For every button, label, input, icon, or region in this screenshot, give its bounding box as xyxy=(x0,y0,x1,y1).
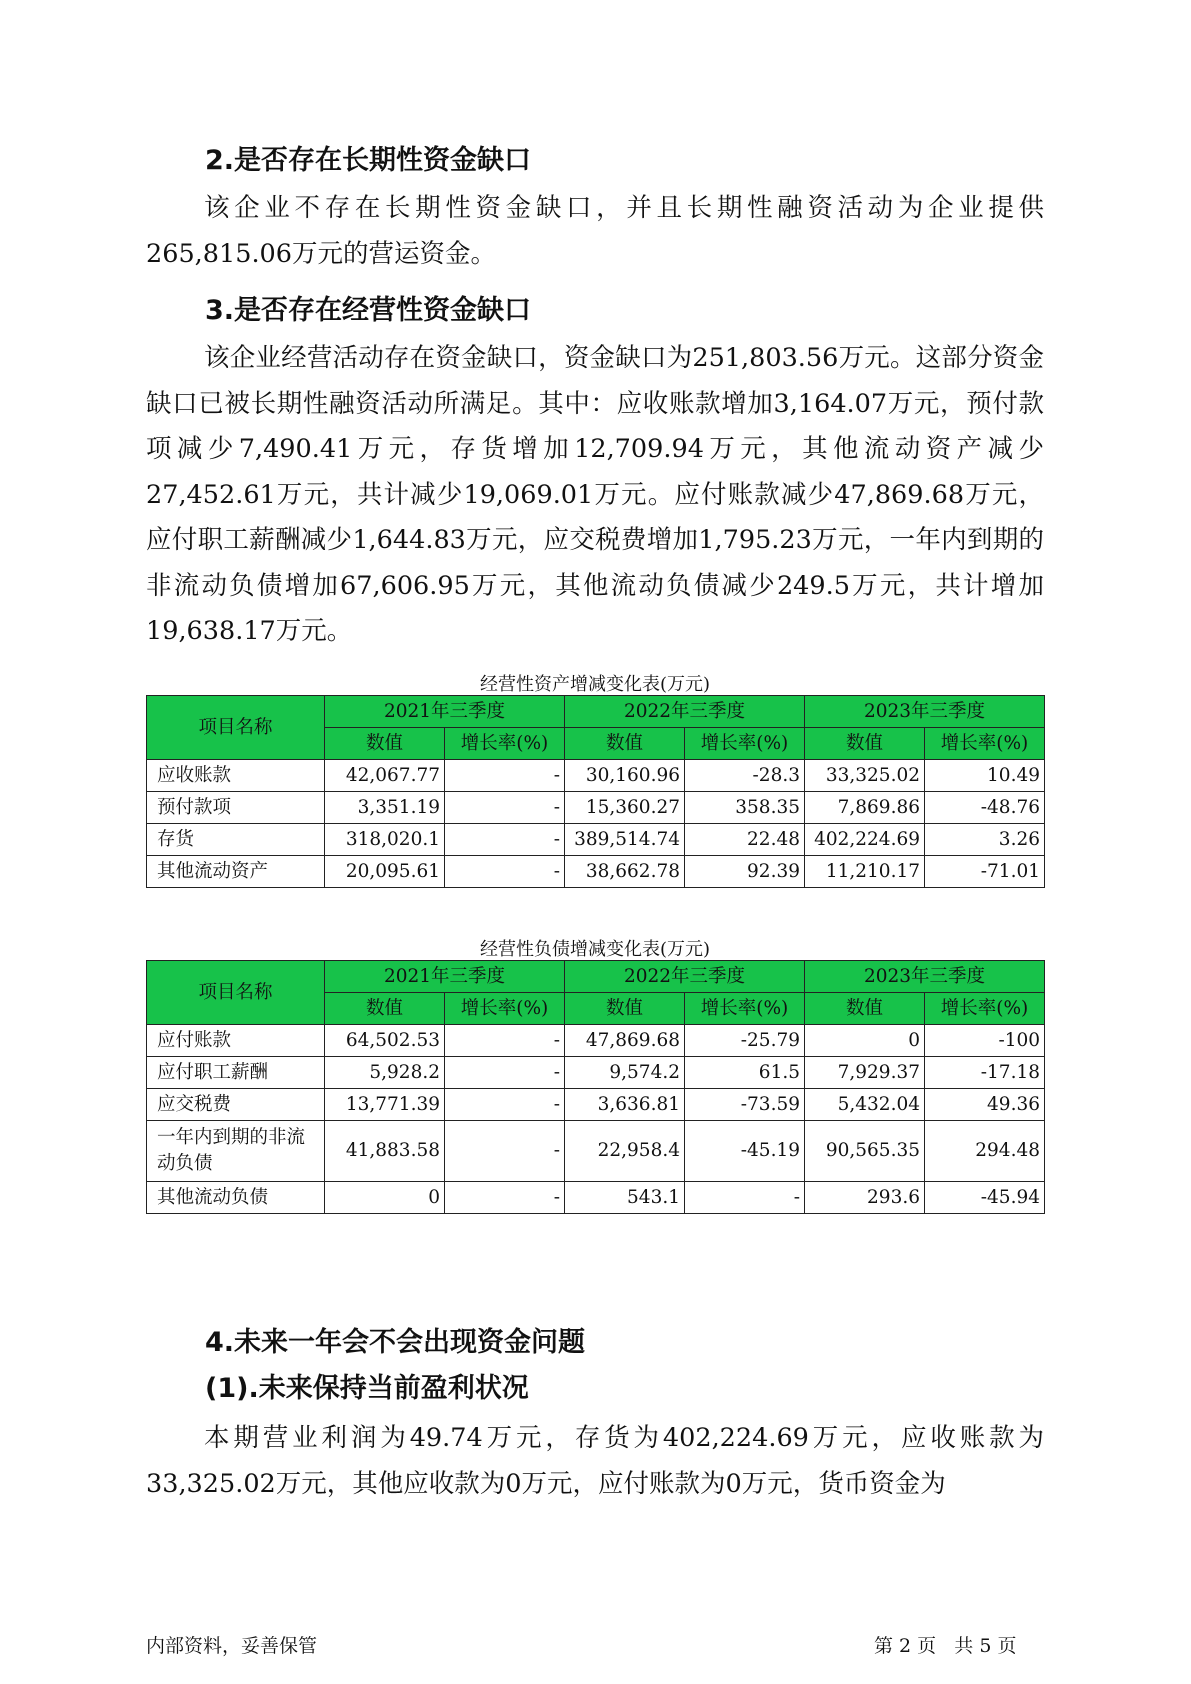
growth-header: 增长率(%) xyxy=(925,728,1045,760)
liabilities-table xyxy=(146,960,1045,1214)
value-cell: 41,883.58 xyxy=(325,1121,445,1182)
value-cell: 13,771.39 xyxy=(325,1089,445,1121)
growth-header: 增长率(%) xyxy=(685,993,805,1025)
growth-rate-cell: -17.18 xyxy=(925,1057,1045,1089)
section-4-heading: 4.未来一年会不会出现资金问题 xyxy=(205,1327,586,1358)
value-cell: 293.6 xyxy=(805,1182,925,1214)
assets-table xyxy=(146,695,1045,888)
growth-rate-cell: - xyxy=(445,856,565,888)
table-row xyxy=(147,1025,1045,1057)
period-header: 2022年三季度 xyxy=(565,961,805,993)
growth-rate-cell: -45.19 xyxy=(685,1121,805,1182)
value-cell: 20,095.61 xyxy=(325,856,445,888)
value-cell: 33,325.02 xyxy=(805,760,925,792)
growth-rate-cell: - xyxy=(445,760,565,792)
footer-confidential-note: 内部资料，妥善保管 xyxy=(146,1635,318,1657)
value-cell: 30,160.96 xyxy=(565,760,685,792)
table-row xyxy=(147,824,1045,856)
growth-rate-cell: 61.5 xyxy=(685,1057,805,1089)
row-item-name: 其他流动资产 xyxy=(147,856,325,888)
item-name-header: 项目名称 xyxy=(147,696,325,760)
period-header: 2022年三季度 xyxy=(565,696,805,728)
value-cell: 22,958.4 xyxy=(565,1121,685,1182)
growth-rate-cell: 10.49 xyxy=(925,760,1045,792)
growth-rate-cell: 3.26 xyxy=(925,824,1045,856)
value-cell: 47,869.68 xyxy=(565,1025,685,1057)
row-item-name: 其他流动负债 xyxy=(147,1182,325,1214)
value-cell: 42,067.77 xyxy=(325,760,445,792)
value-header: 数值 xyxy=(565,993,685,1025)
footer-page-number: 第 2 页 共 5 页 xyxy=(874,1635,1017,1657)
growth-rate-cell: - xyxy=(445,1121,565,1182)
growth-rate-cell: -48.76 xyxy=(925,792,1045,824)
growth-header: 增长率(%) xyxy=(685,728,805,760)
period-header: 2023年三季度 xyxy=(805,961,1045,993)
growth-rate-cell: - xyxy=(445,1057,565,1089)
value-cell: 38,662.78 xyxy=(565,856,685,888)
growth-rate-cell: 92.39 xyxy=(685,856,805,888)
growth-rate-cell: - xyxy=(445,824,565,856)
value-cell: 318,020.1 xyxy=(325,824,445,856)
row-item-name: 存货 xyxy=(147,824,325,856)
growth-rate-cell: - xyxy=(445,1182,565,1214)
table-row xyxy=(147,856,1045,888)
growth-rate-cell: 22.48 xyxy=(685,824,805,856)
value-header: 数值 xyxy=(805,728,925,760)
table-row xyxy=(147,1057,1045,1089)
value-cell: 543.1 xyxy=(565,1182,685,1214)
liabilities-table-body xyxy=(147,1025,1045,1214)
value-header: 数值 xyxy=(325,993,445,1025)
growth-rate-cell: - xyxy=(445,1025,565,1057)
growth-rate-cell: - xyxy=(685,1182,805,1214)
table-row xyxy=(147,760,1045,792)
growth-rate-cell: 294.48 xyxy=(925,1121,1045,1182)
table-row xyxy=(147,1121,1045,1182)
value-cell: 389,514.74 xyxy=(565,824,685,856)
growth-rate-cell: -45.94 xyxy=(925,1182,1045,1214)
value-header: 数值 xyxy=(805,993,925,1025)
section-4-paragraph: 本期营业利润为49.74万元，存货为402,224.69万元，应收账款为33,325.02万元，其他应收款为0万元，应付账款为0万元，货币资金为 xyxy=(146,1423,1044,1499)
row-item-name: 一年内到期的非流动负债 xyxy=(147,1121,325,1182)
value-cell: 7,869.86 xyxy=(805,792,925,824)
value-cell: 7,929.37 xyxy=(805,1057,925,1089)
value-cell: 5,432.04 xyxy=(805,1089,925,1121)
value-cell: 5,928.2 xyxy=(325,1057,445,1089)
row-item-name: 预付款项 xyxy=(147,792,325,824)
value-cell: 402,224.69 xyxy=(805,824,925,856)
item-name-header: 项目名称 xyxy=(147,961,325,1025)
growth-header: 增长率(%) xyxy=(445,993,565,1025)
value-cell: 9,574.2 xyxy=(565,1057,685,1089)
growth-rate-cell: 49.36 xyxy=(925,1089,1045,1121)
assets-table-body xyxy=(147,760,1045,888)
period-header: 2023年三季度 xyxy=(805,696,1045,728)
period-header: 2021年三季度 xyxy=(325,961,565,993)
assets-table-caption: 经营性资产增减变化表(万元) xyxy=(479,674,711,695)
growth-rate-cell: -73.59 xyxy=(685,1089,805,1121)
growth-header: 增长率(%) xyxy=(925,993,1045,1025)
growth-rate-cell: - xyxy=(445,792,565,824)
table-header-row xyxy=(147,696,1045,728)
growth-rate-cell: -71.01 xyxy=(925,856,1045,888)
row-item-name: 应收账款 xyxy=(147,760,325,792)
table-row xyxy=(147,1182,1045,1214)
value-cell: 0 xyxy=(325,1182,445,1214)
value-header: 数值 xyxy=(565,728,685,760)
section-2-paragraph: 该企业不存在长期性资金缺口，并且长期性融资活动为企业提供265,815.06万元的营运资金。 xyxy=(146,193,1044,269)
value-cell: 90,565.35 xyxy=(805,1121,925,1182)
value-cell: 15,360.27 xyxy=(565,792,685,824)
value-cell: 3,351.19 xyxy=(325,792,445,824)
growth-rate-cell: -28.3 xyxy=(685,760,805,792)
growth-rate-cell: -100 xyxy=(925,1025,1045,1057)
value-cell: 0 xyxy=(805,1025,925,1057)
liabilities-table-caption: 经营性负债增减变化表(万元) xyxy=(479,939,711,960)
table-header-row xyxy=(147,961,1045,993)
value-cell: 11,210.17 xyxy=(805,856,925,888)
row-item-name: 应交税费 xyxy=(147,1089,325,1121)
row-item-name: 应付账款 xyxy=(147,1025,325,1057)
value-cell: 64,502.53 xyxy=(325,1025,445,1057)
growth-header: 增长率(%) xyxy=(445,728,565,760)
value-header: 数值 xyxy=(325,728,445,760)
table-row xyxy=(147,1089,1045,1121)
value-cell: 3,636.81 xyxy=(565,1089,685,1121)
section-4-1-heading: (1).未来保持当前盈利状况 xyxy=(205,1373,529,1404)
section-3-paragraph: 该企业经营活动存在资金缺口，资金缺口为251,803.56万元。这部分资金缺口已被长期性融资活动所满足。其中：应收账款增加3,164.07万元，预付款项减少7,490.41万元，存货增加12,709.94万元，其他流动资产减少27,452.61万元，共计减少19,069.01万元。应付账款减少47,869.68万元，应付职工薪酬减少1,644.83万元，应交税费增加1,795.23万元，一年内到期的非流动负债增加67,606.95万元，其他流动负债减少249.5万元，共计增加19,638.17万元。 xyxy=(146,343,1044,646)
table-row xyxy=(147,792,1045,824)
growth-rate-cell: 358.35 xyxy=(685,792,805,824)
section-2-heading: 2.是否存在长期性资金缺口 xyxy=(205,145,532,176)
growth-rate-cell: - xyxy=(445,1089,565,1121)
row-item-name: 应付职工薪酬 xyxy=(147,1057,325,1089)
section-3-heading: 3.是否存在经营性资金缺口 xyxy=(205,295,532,326)
growth-rate-cell: -25.79 xyxy=(685,1025,805,1057)
period-header: 2021年三季度 xyxy=(325,696,565,728)
